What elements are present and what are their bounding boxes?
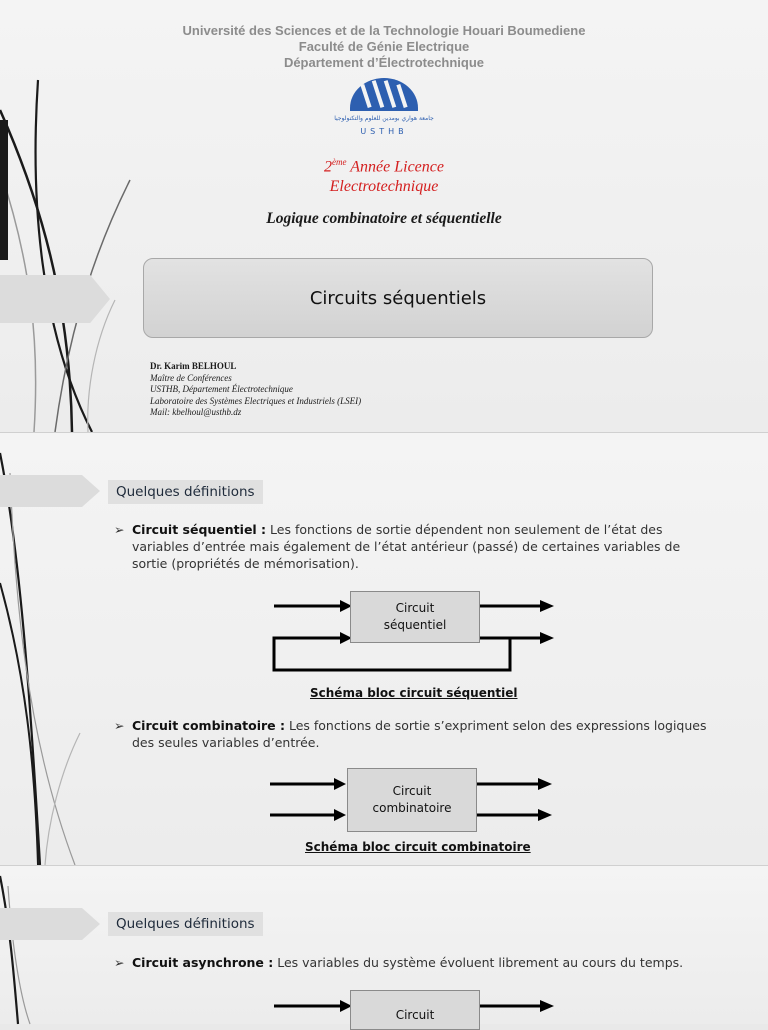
author-name: Dr. Karim BELHOUL [150,361,237,371]
term: Circuit séquentiel : [132,522,267,537]
section-label: Quelques définitions [108,480,263,504]
definitions-slide [0,433,768,865]
department-name: Département d’Électrotechnique [283,55,485,70]
author-line: USTHB, Département Électrotechnique [150,384,293,394]
bullet-arrow-icon: ➢ [114,955,125,970]
definition-combinatorial [114,717,714,751]
chevron-marker [0,275,110,323]
author-line: Maître de Conférences [150,372,232,383]
definition-text: Les fonctions de sortie s’expriment selon des expressions logiques des seules variables d’entrée. [132,718,707,750]
author-info [150,361,361,419]
university-name: Université des Sciences et de la Technologie Houari Boumediene [182,23,586,38]
term: Circuit asynchrone : [132,955,274,970]
bullet-arrow-icon: ➢ [114,522,125,537]
author-line: Mail: kbelhoul@usthb.dz [150,407,242,417]
course-field: Electrotechnique [329,178,439,195]
definition-text: Les variables du système évoluent librement au cours du temps. [273,955,684,970]
sequential-circuit-block: Circuit séquentiel [350,591,480,643]
bullet-arrow-icon: ➢ [114,718,125,733]
asynchronous-circuit-block: Circuit [350,990,480,1030]
combinatorial-circuit-block: Circuit combinatoire [347,768,477,832]
author-line: Laboratoire des Systèmes Electriques et Industriels (LSEI) [150,395,362,406]
definition-sequential [114,521,714,572]
logo-text: USTHB [360,127,408,136]
combinatorial-caption: Schéma bloc circuit combinatoire [305,840,531,854]
faculty-name: Faculté de Génie Electrique [298,39,470,54]
term: Circuit combinatoire : [132,718,285,733]
slide-title: Circuits séquentiels [143,258,653,338]
section-label: Quelques définitions [108,912,263,936]
chevron-marker [0,908,100,940]
definitions-slide-2 [0,866,768,1024]
title-slide [0,0,768,432]
course-year: 2ème Année Licence [324,157,444,176]
usthb-logo [334,74,434,140]
sequential-caption: Schéma bloc circuit séquentiel [310,686,518,700]
course-subject: Logique combinatoire et séquentielle [266,210,502,227]
chevron-marker [0,475,100,507]
definition-text: Les fonctions de sortie dépendent non seulement de l’état des variables d’entrée mais également de l’état antérieur (passé) de certaines variables de sortie (propriétés de mémorisation). [132,522,681,571]
logo-arabic: جامعة هواري بومدين للعلوم والتكنولوجيا [334,115,434,122]
definition-asynchronous [114,954,714,971]
decorative-curves [0,866,140,1024]
